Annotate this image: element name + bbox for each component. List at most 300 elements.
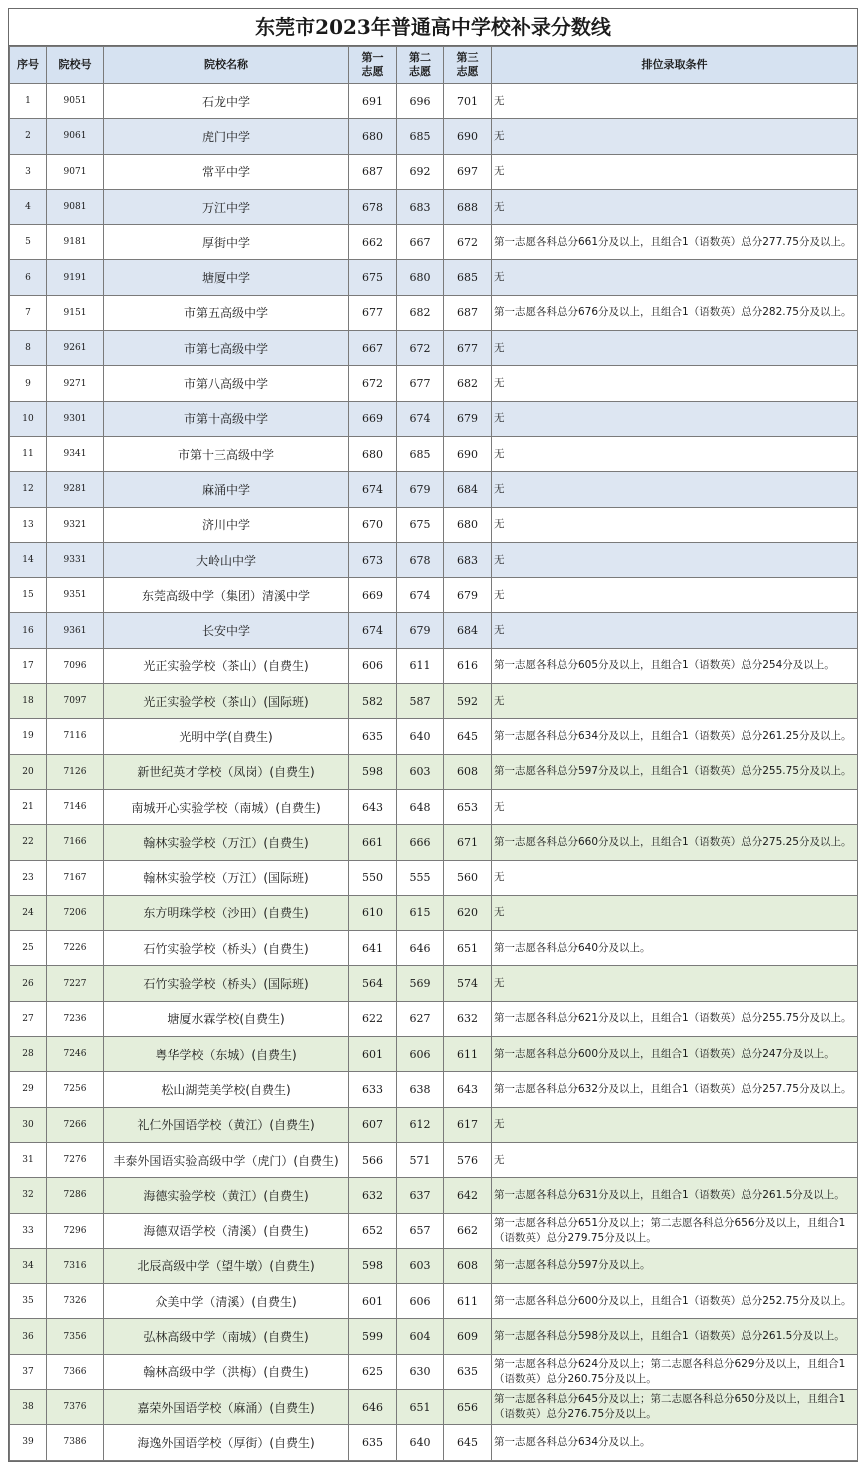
table-row xyxy=(10,754,858,789)
score-choice1: 550 xyxy=(349,860,397,895)
school-code: 7097 xyxy=(47,684,104,719)
row-index: 11 xyxy=(10,436,47,471)
score-choice3: 683 xyxy=(444,542,492,577)
score-choice1: 672 xyxy=(349,366,397,401)
score-choice3: 685 xyxy=(444,260,492,295)
score-choice1: 599 xyxy=(349,1319,397,1354)
table-row xyxy=(10,542,858,577)
score-choice2: 587 xyxy=(397,684,444,719)
admission-table xyxy=(9,46,858,1461)
score-choice2: 555 xyxy=(397,860,444,895)
school-code: 7256 xyxy=(47,1072,104,1107)
score-choice3: 697 xyxy=(444,154,492,189)
table-row xyxy=(10,295,858,330)
school-code: 7146 xyxy=(47,789,104,824)
school-name: 海德双语学校（清溪）(自费生) xyxy=(104,1213,349,1248)
table-row xyxy=(10,860,858,895)
school-name: 石竹实验学校（桥头）(国际班) xyxy=(104,966,349,1001)
admission-condition: 第一志愿各科总分600分及以上，且组合1（语数英）总分247分及以上。 xyxy=(492,1037,858,1072)
table-row xyxy=(10,648,858,683)
school-name: 弘林高级中学（南城）(自费生) xyxy=(104,1319,349,1354)
school-name: 光明中学(自费生) xyxy=(104,719,349,754)
admission-condition: 第一志愿各科总分660分及以上，且组合1（语数英）总分275.25分及以上。 xyxy=(492,825,858,860)
school-code: 7226 xyxy=(47,931,104,966)
row-index: 12 xyxy=(10,472,47,507)
school-name: 市第七高级中学 xyxy=(104,331,349,366)
row-index: 3 xyxy=(10,154,47,189)
score-choice1: 635 xyxy=(349,719,397,754)
col-header-name: 院校名称 xyxy=(104,47,349,84)
score-choice1: 635 xyxy=(349,1425,397,1460)
col-header-code: 院校号 xyxy=(47,47,104,84)
score-choice2: 657 xyxy=(397,1213,444,1248)
row-index: 7 xyxy=(10,295,47,330)
score-choice3: 611 xyxy=(444,1284,492,1319)
score-choice2: 677 xyxy=(397,366,444,401)
school-code: 9351 xyxy=(47,578,104,613)
row-index: 2 xyxy=(10,119,47,154)
admission-condition: 第一志愿各科总分661分及以上，且组合1（语数英）总分277.75分及以上。 xyxy=(492,225,858,260)
score-choice2: 640 xyxy=(397,719,444,754)
row-index: 39 xyxy=(10,1425,47,1460)
table-row xyxy=(10,119,858,154)
admission-condition: 无 xyxy=(492,84,858,119)
score-choice1: 669 xyxy=(349,578,397,613)
score-choice2: 637 xyxy=(397,1178,444,1213)
table-row xyxy=(10,1107,858,1142)
table-row xyxy=(10,225,858,260)
score-choice1: 625 xyxy=(349,1354,397,1389)
admission-condition: 无 xyxy=(492,613,858,648)
header-row xyxy=(10,47,858,84)
score-choice3: 680 xyxy=(444,507,492,542)
score-choice2: 638 xyxy=(397,1072,444,1107)
score-choice1: 564 xyxy=(349,966,397,1001)
score-choice2: 606 xyxy=(397,1284,444,1319)
admission-condition: 无 xyxy=(492,119,858,154)
row-index: 14 xyxy=(10,542,47,577)
score-choice3: 690 xyxy=(444,436,492,471)
score-choice3: 574 xyxy=(444,966,492,1001)
score-choice2: 640 xyxy=(397,1425,444,1460)
score-choice2: 611 xyxy=(397,648,444,683)
table-row xyxy=(10,1142,858,1177)
school-code: 7246 xyxy=(47,1037,104,1072)
score-choice3: 560 xyxy=(444,860,492,895)
score-choice1: 601 xyxy=(349,1037,397,1072)
admission-condition: 无 xyxy=(492,578,858,613)
admission-condition: 第一志愿各科总分651分及以上；第二志愿各科总分656分及以上，且组合1（语数英）总分279.75分及以上。 xyxy=(492,1213,858,1248)
school-code: 7326 xyxy=(47,1284,104,1319)
school-name: 长安中学 xyxy=(104,613,349,648)
col-header-choice1-line2: 志愿 xyxy=(361,65,384,78)
score-choice2: 680 xyxy=(397,260,444,295)
score-choice2: 674 xyxy=(397,578,444,613)
score-choice1: 675 xyxy=(349,260,397,295)
score-choice2: 667 xyxy=(397,225,444,260)
row-index: 18 xyxy=(10,684,47,719)
school-name: 市第五高级中学 xyxy=(104,295,349,330)
admission-condition: 第一志愿各科总分597分及以上。 xyxy=(492,1248,858,1283)
school-code: 9261 xyxy=(47,331,104,366)
col-header-choice3-line2: 志愿 xyxy=(456,65,479,78)
row-index: 17 xyxy=(10,648,47,683)
score-choice1: 674 xyxy=(349,613,397,648)
table-row xyxy=(10,1389,858,1424)
row-index: 26 xyxy=(10,966,47,1001)
score-choice1: 680 xyxy=(349,436,397,471)
admission-condition: 第一志愿各科总分600分及以上，且组合1（语数英）总分252.75分及以上。 xyxy=(492,1284,858,1319)
score-choice1: 673 xyxy=(349,542,397,577)
col-header-idx: 序号 xyxy=(10,47,47,84)
school-name: 海逸外国语学校（厚街）(自费生) xyxy=(104,1425,349,1460)
row-index: 23 xyxy=(10,860,47,895)
table-body xyxy=(10,84,858,1461)
row-index: 25 xyxy=(10,931,47,966)
school-name: 市第十三高级中学 xyxy=(104,436,349,471)
table-row xyxy=(10,1354,858,1389)
score-choice2: 603 xyxy=(397,754,444,789)
score-choice1: 566 xyxy=(349,1142,397,1177)
row-index: 35 xyxy=(10,1284,47,1319)
score-choice1: 610 xyxy=(349,895,397,930)
score-choice1: 662 xyxy=(349,225,397,260)
score-choice3: 592 xyxy=(444,684,492,719)
admission-condition: 无 xyxy=(492,436,858,471)
score-choice3: 642 xyxy=(444,1178,492,1213)
row-index: 31 xyxy=(10,1142,47,1177)
school-name: 光正实验学校（茶山）(自费生) xyxy=(104,648,349,683)
score-choice2: 692 xyxy=(397,154,444,189)
row-index: 34 xyxy=(10,1248,47,1283)
school-name: 市第十高级中学 xyxy=(104,401,349,436)
table-row xyxy=(10,1213,858,1248)
table-row xyxy=(10,331,858,366)
score-choice1: 598 xyxy=(349,1248,397,1283)
school-name: 翰林实验学校（万江）(国际班) xyxy=(104,860,349,895)
table-row xyxy=(10,154,858,189)
col-header-choice3-line1: 第三 xyxy=(456,51,479,64)
score-choice3: 679 xyxy=(444,401,492,436)
table-row xyxy=(10,1001,858,1036)
admission-condition: 无 xyxy=(492,472,858,507)
admission-condition: 无 xyxy=(492,789,858,824)
row-index: 27 xyxy=(10,1001,47,1036)
score-choice3: 645 xyxy=(444,719,492,754)
score-choice2: 615 xyxy=(397,895,444,930)
school-name: 济川中学 xyxy=(104,507,349,542)
school-name: 市第八高级中学 xyxy=(104,366,349,401)
table-row xyxy=(10,507,858,542)
score-choice3: 653 xyxy=(444,789,492,824)
admission-condition: 第一志愿各科总分597分及以上，且组合1（语数英）总分255.75分及以上。 xyxy=(492,754,858,789)
score-choice2: 672 xyxy=(397,331,444,366)
table-row xyxy=(10,1037,858,1072)
score-choice3: 608 xyxy=(444,754,492,789)
row-index: 15 xyxy=(10,578,47,613)
school-code: 7126 xyxy=(47,754,104,789)
school-name: 南城开心实验学校（南城）(自费生) xyxy=(104,789,349,824)
table-row xyxy=(10,1284,858,1319)
score-choice2: 648 xyxy=(397,789,444,824)
score-choice3: 611 xyxy=(444,1037,492,1072)
score-choice3: 688 xyxy=(444,189,492,224)
school-code: 9051 xyxy=(47,84,104,119)
score-choice3: 684 xyxy=(444,613,492,648)
score-choice2: 571 xyxy=(397,1142,444,1177)
table-row xyxy=(10,84,858,119)
admission-condition: 第一志愿各科总分645分及以上；第二志愿各科总分650分及以上，且组合1（语数英）总分276.75分及以上。 xyxy=(492,1389,858,1424)
table-row xyxy=(10,189,858,224)
table-row xyxy=(10,366,858,401)
admission-condition: 无 xyxy=(492,542,858,577)
school-name: 礼仁外国语学校（黄江）(自费生) xyxy=(104,1107,349,1142)
school-code: 7296 xyxy=(47,1213,104,1248)
score-choice1: 691 xyxy=(349,84,397,119)
row-index: 38 xyxy=(10,1389,47,1424)
admission-condition: 第一志愿各科总分634分及以上。 xyxy=(492,1425,858,1460)
score-choice2: 683 xyxy=(397,189,444,224)
score-choice3: 690 xyxy=(444,119,492,154)
row-index: 30 xyxy=(10,1107,47,1142)
school-code: 9331 xyxy=(47,542,104,577)
school-code: 7167 xyxy=(47,860,104,895)
score-choice1: 606 xyxy=(349,648,397,683)
school-code: 7236 xyxy=(47,1001,104,1036)
score-choice3: 635 xyxy=(444,1354,492,1389)
row-index: 16 xyxy=(10,613,47,648)
score-choice2: 627 xyxy=(397,1001,444,1036)
admission-condition: 第一志愿各科总分634分及以上，且组合1（语数英）总分261.25分及以上。 xyxy=(492,719,858,754)
admission-condition: 无 xyxy=(492,1142,858,1177)
row-index: 8 xyxy=(10,331,47,366)
school-code: 9341 xyxy=(47,436,104,471)
score-choice3: 576 xyxy=(444,1142,492,1177)
school-code: 9151 xyxy=(47,295,104,330)
score-choice2: 682 xyxy=(397,295,444,330)
table-row xyxy=(10,1072,858,1107)
school-code: 9281 xyxy=(47,472,104,507)
table-row xyxy=(10,719,858,754)
school-name: 大岭山中学 xyxy=(104,542,349,577)
school-code: 7266 xyxy=(47,1107,104,1142)
score-choice2: 630 xyxy=(397,1354,444,1389)
score-choice3: 684 xyxy=(444,472,492,507)
score-choice3: 687 xyxy=(444,295,492,330)
school-code: 7386 xyxy=(47,1425,104,1460)
score-choice1: 641 xyxy=(349,931,397,966)
score-choice3: 645 xyxy=(444,1425,492,1460)
row-index: 22 xyxy=(10,825,47,860)
table-row xyxy=(10,578,858,613)
row-index: 28 xyxy=(10,1037,47,1072)
admission-condition: 无 xyxy=(492,684,858,719)
score-choice1: 652 xyxy=(349,1213,397,1248)
admission-condition: 无 xyxy=(492,507,858,542)
row-index: 10 xyxy=(10,401,47,436)
table-row xyxy=(10,401,858,436)
school-name: 常平中学 xyxy=(104,154,349,189)
school-code: 9181 xyxy=(47,225,104,260)
admission-condition: 第一志愿各科总分640分及以上。 xyxy=(492,931,858,966)
score-choice1: 687 xyxy=(349,154,397,189)
row-index: 33 xyxy=(10,1213,47,1248)
school-code: 7096 xyxy=(47,648,104,683)
score-choice3: 701 xyxy=(444,84,492,119)
school-name: 万江中学 xyxy=(104,189,349,224)
col-header-choice2-line1: 第二 xyxy=(409,51,431,64)
score-choice3: 671 xyxy=(444,825,492,860)
score-choice3: 632 xyxy=(444,1001,492,1036)
admission-condition: 第一志愿各科总分624分及以上；第二志愿各科总分629分及以上，且组合1（语数英）总分260.75分及以上。 xyxy=(492,1354,858,1389)
row-index: 24 xyxy=(10,895,47,930)
score-choice1: 646 xyxy=(349,1389,397,1424)
school-code: 9061 xyxy=(47,119,104,154)
row-index: 29 xyxy=(10,1072,47,1107)
table-row xyxy=(10,472,858,507)
school-code: 9071 xyxy=(47,154,104,189)
row-index: 32 xyxy=(10,1178,47,1213)
table-row xyxy=(10,1178,858,1213)
admission-condition: 无 xyxy=(492,401,858,436)
row-index: 19 xyxy=(10,719,47,754)
score-choice3: 643 xyxy=(444,1072,492,1107)
col-header-choice2 xyxy=(397,47,444,84)
col-header-choice1-line1: 第一 xyxy=(361,51,384,64)
table-row xyxy=(10,825,858,860)
admission-condition: 无 xyxy=(492,189,858,224)
score-sheet xyxy=(8,8,858,1462)
row-index: 36 xyxy=(10,1319,47,1354)
score-choice2: 646 xyxy=(397,931,444,966)
admission-condition: 第一志愿各科总分632分及以上，且组合1（语数英）总分257.75分及以上。 xyxy=(492,1072,858,1107)
score-choice2: 679 xyxy=(397,472,444,507)
school-code: 9191 xyxy=(47,260,104,295)
score-choice1: 632 xyxy=(349,1178,397,1213)
score-choice1: 677 xyxy=(349,295,397,330)
score-choice2: 679 xyxy=(397,613,444,648)
score-choice1: 667 xyxy=(349,331,397,366)
score-choice1: 670 xyxy=(349,507,397,542)
school-code: 7227 xyxy=(47,966,104,1001)
admission-condition: 第一志愿各科总分631分及以上，且组合1（语数英）总分261.5分及以上。 xyxy=(492,1178,858,1213)
score-choice2: 606 xyxy=(397,1037,444,1072)
school-name: 翰林高级中学（洪梅）(自费生) xyxy=(104,1354,349,1389)
school-name: 东方明珠学校（沙田）(自费生) xyxy=(104,895,349,930)
row-index: 6 xyxy=(10,260,47,295)
score-choice3: 651 xyxy=(444,931,492,966)
table-row xyxy=(10,789,858,824)
admission-condition: 无 xyxy=(492,260,858,295)
score-choice1: 607 xyxy=(349,1107,397,1142)
school-code: 9321 xyxy=(47,507,104,542)
school-code: 7366 xyxy=(47,1354,104,1389)
school-name: 众美中学（清溪）(自费生) xyxy=(104,1284,349,1319)
score-choice1: 680 xyxy=(349,119,397,154)
school-code: 7116 xyxy=(47,719,104,754)
score-choice2: 674 xyxy=(397,401,444,436)
school-name: 翰林实验学校（万江）(自费生) xyxy=(104,825,349,860)
col-header-choice3 xyxy=(444,47,492,84)
school-code: 7166 xyxy=(47,825,104,860)
row-index: 1 xyxy=(10,84,47,119)
school-code: 7276 xyxy=(47,1142,104,1177)
school-code: 7286 xyxy=(47,1178,104,1213)
row-index: 20 xyxy=(10,754,47,789)
score-choice3: 677 xyxy=(444,331,492,366)
school-name: 虎门中学 xyxy=(104,119,349,154)
col-header-condition: 排位录取条件 xyxy=(492,47,858,84)
school-code: 9081 xyxy=(47,189,104,224)
table-row xyxy=(10,1248,858,1283)
score-choice3: 682 xyxy=(444,366,492,401)
table-row xyxy=(10,436,858,471)
admission-condition: 无 xyxy=(492,895,858,930)
table-row xyxy=(10,931,858,966)
score-choice2: 612 xyxy=(397,1107,444,1142)
col-header-choice2-line2: 志愿 xyxy=(409,65,431,78)
school-name: 粤华学校（东城）(自费生) xyxy=(104,1037,349,1072)
school-code: 7376 xyxy=(47,1389,104,1424)
school-name: 新世纪英才学校（凤岗）(自费生) xyxy=(104,754,349,789)
school-code: 7206 xyxy=(47,895,104,930)
school-name: 丰泰外国语实验高级中学（虎门）(自费生) xyxy=(104,1142,349,1177)
table-row xyxy=(10,966,858,1001)
row-index: 5 xyxy=(10,225,47,260)
row-index: 13 xyxy=(10,507,47,542)
score-choice1: 622 xyxy=(349,1001,397,1036)
score-choice3: 608 xyxy=(444,1248,492,1283)
score-choice1: 674 xyxy=(349,472,397,507)
school-code: 9271 xyxy=(47,366,104,401)
school-name: 塘厦水霖学校(自费生) xyxy=(104,1001,349,1036)
score-choice1: 582 xyxy=(349,684,397,719)
table-row xyxy=(10,613,858,648)
score-choice3: 679 xyxy=(444,578,492,613)
admission-condition: 无 xyxy=(492,860,858,895)
row-index: 9 xyxy=(10,366,47,401)
school-name: 光正实验学校（茶山）(国际班) xyxy=(104,684,349,719)
school-name: 嘉荣外国语学校（麻涌）(自费生) xyxy=(104,1389,349,1424)
score-choice2: 651 xyxy=(397,1389,444,1424)
score-choice3: 672 xyxy=(444,225,492,260)
row-index: 4 xyxy=(10,189,47,224)
admission-condition: 第一志愿各科总分621分及以上，且组合1（语数英）总分255.75分及以上。 xyxy=(492,1001,858,1036)
score-choice2: 696 xyxy=(397,84,444,119)
score-choice2: 678 xyxy=(397,542,444,577)
admission-condition: 第一志愿各科总分676分及以上，且组合1（语数英）总分282.75分及以上。 xyxy=(492,295,858,330)
score-choice1: 669 xyxy=(349,401,397,436)
score-choice3: 609 xyxy=(444,1319,492,1354)
score-choice3: 617 xyxy=(444,1107,492,1142)
score-choice1: 601 xyxy=(349,1284,397,1319)
table-row xyxy=(10,1319,858,1354)
school-name: 石龙中学 xyxy=(104,84,349,119)
school-name: 石竹实验学校（桥头）(自费生) xyxy=(104,931,349,966)
school-name: 厚街中学 xyxy=(104,225,349,260)
score-choice2: 569 xyxy=(397,966,444,1001)
score-choice1: 678 xyxy=(349,189,397,224)
school-name: 麻涌中学 xyxy=(104,472,349,507)
admission-condition: 无 xyxy=(492,366,858,401)
score-choice1: 598 xyxy=(349,754,397,789)
school-name: 北辰高级中学（望牛墩）(自费生) xyxy=(104,1248,349,1283)
table-row xyxy=(10,895,858,930)
score-choice2: 685 xyxy=(397,119,444,154)
row-index: 37 xyxy=(10,1354,47,1389)
score-choice1: 661 xyxy=(349,825,397,860)
admission-condition: 无 xyxy=(492,154,858,189)
